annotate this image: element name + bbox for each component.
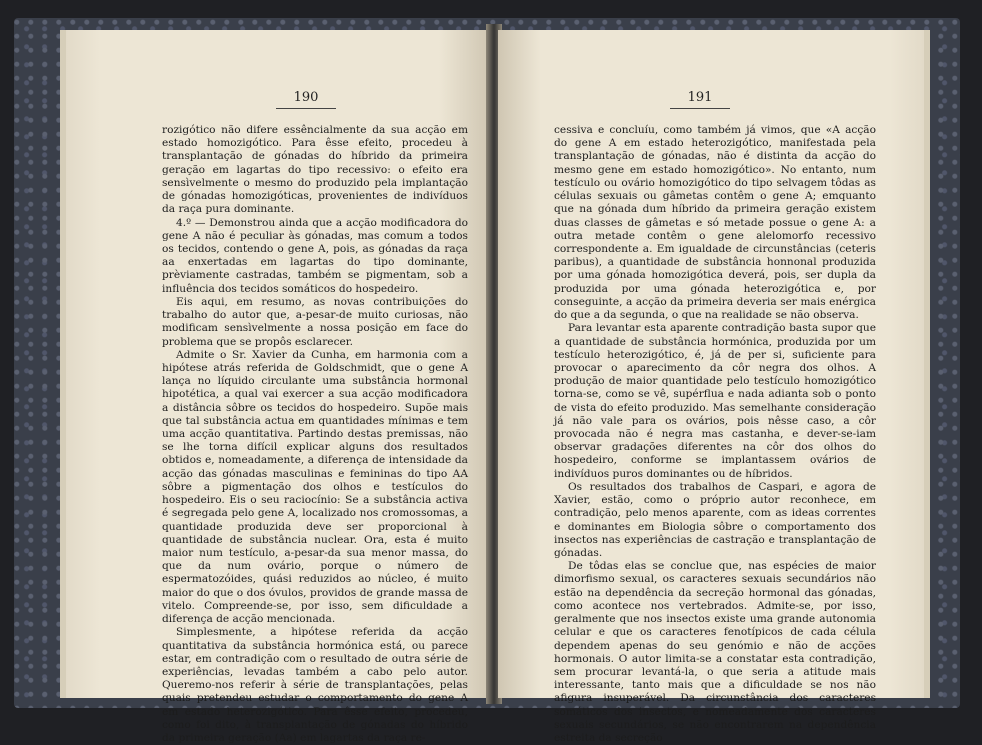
paragraph: rozigótico não difere essêncialmente da sua acção em estado homozigótico. Para êsse efeito, procedeu à transplantação de gónadas do híbrido da primeira geração em lagartas do tipo recessivo: o efeito era sensìvelmente o mesmo do produzido pela implantação de gónadas homozigóticas, provenientes de indivíduos da raça pura dominante. — [162, 124, 468, 216]
paragraph: 4.º — Demonstrou ainda que a acção modificadora do gene A não é peculiar às gónadas, mas comum a todos os tecidos, contendo o gene A, pois, as gónadas da raça aa enxertadas em lagartas do tipo dominante, prèviamente castradas, também se pigmentam, sob a influência dos tecidos somáticos do hospedeiro. — [162, 216, 468, 295]
paragraph: Para levantar esta aparente contradição basta supor que a quantidade de substância hormónica, produzida por um testículo heterozigótico, é, já de per si, suficiente para provocar o aparecimento da côr negra dos olhos. A produção de maior quantidade pelo testículo homozigótico torna-se, como se vê, supérflua e nada adianta sob o ponto de vista do efeito produzido. Mas semelhante consideração já não vale para os ovários, pois nêsse caso, a côr provocada não é negra mas castanha, e dever-se-iam observar gradações diferentes na côr dos olhos do hospedeiro, conforme se implantassem ovários de indivíduos puros dominantes ou de híbridos. — [554, 322, 876, 480]
paragraph: De tôdas elas se conclue que, nas espécies de maior dimorfismo sexual, os caracteres sexuais secundários não estão na dependência da secreção hormonal das gónadas, como acontece nos vertebrados. Admite-se, por isso, geralmente que nos insectos existe uma grande autonomia celular e que os caracteres fenotípicos de cada célula dependem apenas do seu genómio e não de acções hormonais. O autor limita-se a constatar esta contradição, sem procurar levantá-la, o que seria a atitude mais interessante, tanto mais que a dificuldade se nos não afigura insuperável. Da circunstância dos caracteres somáticos dos insectos, e nomeadamente dos caracteres sexuais secundários, se não encontrarem na dependência estreita da secreção — [554, 560, 876, 745]
page-text — [162, 124, 468, 745]
paragraph: Eis aqui, em resumo, as novas contribuições do trabalho do autor que, a-pesar-de muito curiosas, não modificam sensìvelmente a nossa posição em face do problema que se propôs esclarecer. — [162, 295, 468, 348]
page-text — [554, 124, 876, 745]
paragraph: Os resultados dos trabalhos de Caspari, e agora de Xavier, estão, como o próprio autor reconhece, em contradição, pelo menos aparente, com as ideas correntes e dominantes em Biologia sôbre o comportamento dos insectos nas experiências de castração e transplantação de gónadas. — [554, 480, 876, 559]
paragraph: Simplesmente, a hipótese referida da acção quantitativa da substância hormónica está, ou parece estar, em contradição com o resultado de outra série de experiências, levadas também a cabo pelo autor. Queremo-nos referir à série de transplantações, pelas quais pretendeu estudar o comportamento do gene A em estado heterozigótico. Para êsse efeito, procedeu, como foi dito, à transplantação de gónadas do híbrido da primeira geração (Aa) em lagartas da raça re- — [162, 626, 468, 745]
paragraph: cessiva e concluíu, como também já vimos, que «A acção do gene A em estado heterozigótico, manifestada pela transplantação de gónadas, não é distinta da acção do mesmo gene em estado homozigótico». No entanto, num testículo ou ovário homozigótico do tipo selvagem tôdas as células sexuais ou gâmetas contêm o gene A; emquanto que na gónada dum híbrido da primeira geração existem duas classes de gâmetas e só metade possue o gene A: a outra metade contêm o gene alelomorfo recessivo correspondente a. Em igualdade de circunstâncias (ceteris paribus), a quantidade de substância honnonal produzida por uma gónada homozigótica deverá, pois, ser dupla da produzida por uma gónada heterozigótica e, por conseguinte, a acção da primeira deveria ser mais enérgica do que a da segunda, o que na realidade se não observa. — [554, 124, 876, 322]
page-number: 190 — [276, 90, 336, 109]
left-page — [60, 30, 490, 745]
right-page — [498, 30, 930, 745]
page-number: 191 — [670, 90, 730, 109]
paragraph: Admite o Sr. Xavier da Cunha, em harmonia com a hipótese atrás referida de Goldschmidt, que o gene A lança no líquido circulante uma substância hormonal hipotética, a qual vai exercer a sua acção modificadora a distância sôbre os tecidos do hospedeiro. Supõe mais que tal substância actua em quantidades mínimas e tem uma acção quantitativa. Partindo destas premissas, não se lhe torna difícil explicar alguns dos resultados obtidos e, nomeadamente, a diferença de intensidade da acção das gónadas masculinas e femininas do tipo AA sôbre a pigmentação dos olhos e testículos do hospedeiro. Eis o seu raciocínio: Se a substância activa é segregada pelo gene A, localizado nos cromossomas, a quantidade produzida deve ser proporcional à quantidade de substância nuclear. Ora, esta é muito maior num testículo, a-pesar-da sua menor massa, do que da num ovário, porque o número de espermatozóides, quási reduzidos ao núcleo, é muito maior do que o dos óvulos, providos de grande massa de vitelo. Compreende-se, por isso, sem dificuldade a diferença de acção mencionada. — [162, 348, 468, 626]
